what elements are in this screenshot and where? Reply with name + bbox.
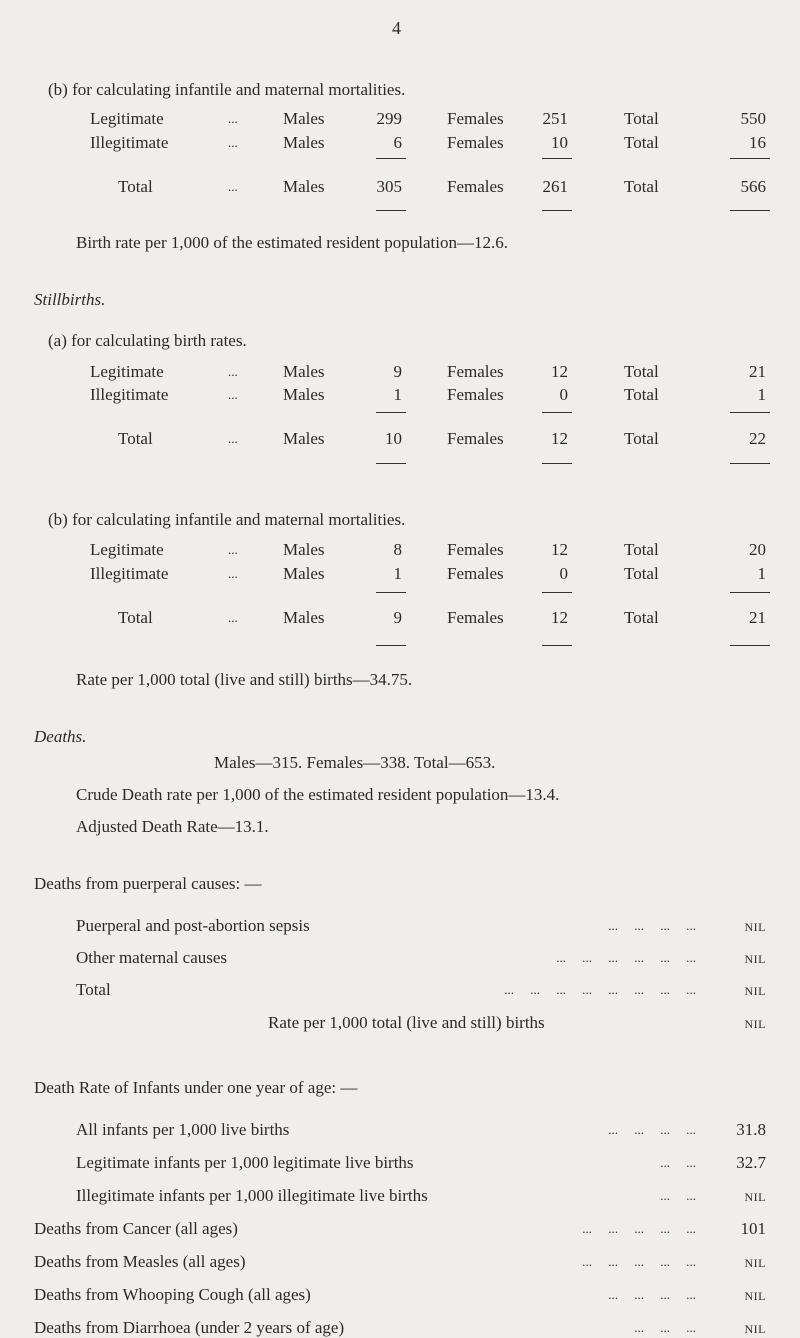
column-rule <box>542 158 572 159</box>
list-item-value: nil <box>744 948 766 967</box>
list-item-value: 31.8 <box>736 1120 766 1139</box>
cell-dots: ... <box>228 431 238 446</box>
cell-t-label: Total <box>624 362 659 381</box>
cell-t-label: Total <box>624 429 659 448</box>
list-item-label: Deaths from Cancer (all ages) <box>34 1219 238 1238</box>
stillbirths-a-heading: (a) for calculating birth rates. <box>48 331 247 350</box>
live-births-b-heading: (b) for calculating infantile and maternal mortalities. <box>48 80 406 99</box>
cell-total: 1 <box>757 564 766 583</box>
cell-dots: ... <box>228 364 238 379</box>
list-item-value: nil <box>744 1186 766 1205</box>
deaths-summary: Males—315. Females—338. Total—653. <box>214 753 496 772</box>
cell-females: 12 <box>551 362 568 381</box>
cell-t-label: Total <box>624 109 659 128</box>
dot-leader: ... ... ... ... ... ... <box>556 950 696 965</box>
cell-label: Legitimate <box>90 540 164 559</box>
stillbirths-b-heading: (b) for calculating infantile and maternal mortalities. <box>48 510 406 529</box>
stillbirths-title: Stillbirths. <box>34 290 106 309</box>
cell-f-label: Females <box>447 177 504 196</box>
cell-t-label: Total <box>624 133 659 152</box>
cell-label: Total <box>118 608 153 627</box>
cell-females: 12 <box>551 608 568 627</box>
cell-f-label: Females <box>447 564 504 583</box>
dot-leader: ... ... <box>660 1155 696 1170</box>
list-item-label: Total <box>76 980 111 999</box>
cell-m-label: Males <box>283 133 325 152</box>
cell-m-label: Males <box>283 177 325 196</box>
cell-males: 9 <box>393 362 402 381</box>
list-item-value: nil <box>744 916 766 935</box>
column-rule <box>542 645 572 646</box>
cell-males: 8 <box>393 540 402 559</box>
cell-f-label: Females <box>447 385 504 404</box>
column-rule <box>376 210 406 211</box>
list-item-value: nil <box>744 1285 766 1304</box>
column-rule <box>542 463 572 464</box>
cell-females: 10 <box>551 133 568 152</box>
cell-total: 566 <box>740 177 766 196</box>
crude-death-rate: Crude Death rate per 1,000 of the estimated resident population—13.4. <box>76 785 560 804</box>
cell-t-label: Total <box>624 564 659 583</box>
puerperal-rate-value: nil <box>744 1013 766 1032</box>
list-item-label: All infants per 1,000 live births <box>76 1120 290 1139</box>
column-rule <box>730 645 770 646</box>
cell-females: 12 <box>551 540 568 559</box>
cell-females: 0 <box>559 385 568 404</box>
column-rule <box>376 592 406 593</box>
cell-dots: ... <box>228 135 238 150</box>
cell-dots: ... <box>228 542 238 557</box>
cell-t-label: Total <box>624 540 659 559</box>
list-item-value: nil <box>744 980 766 999</box>
dot-leader: ... ... ... ... ... ... ... ... <box>504 982 696 997</box>
cell-t-label: Total <box>624 385 659 404</box>
cell-m-label: Males <box>283 540 325 559</box>
cell-total: 16 <box>749 133 766 152</box>
cell-total: 20 <box>749 540 766 559</box>
cell-males: 6 <box>393 133 402 152</box>
dot-leader: ... ... ... ... ... <box>582 1254 696 1269</box>
list-item-value: 32.7 <box>736 1153 766 1172</box>
column-rule <box>730 463 770 464</box>
cell-label: Legitimate <box>90 362 164 381</box>
cell-dots: ... <box>228 387 238 402</box>
stillbirth-rate-text: Rate per 1,000 total (live and still) births—34.75. <box>76 670 413 689</box>
cell-total: 21 <box>749 608 766 627</box>
cell-f-label: Females <box>447 429 504 448</box>
cell-label: Total <box>118 429 153 448</box>
dot-leader: ... ... ... ... <box>608 918 696 933</box>
cell-total: 550 <box>740 109 766 128</box>
list-item-label: Puerperal and post-abortion sepsis <box>76 916 310 935</box>
cell-f-label: Females <box>447 540 504 559</box>
column-rule <box>542 210 572 211</box>
cell-males: 9 <box>393 608 402 627</box>
cell-males: 305 <box>376 177 402 196</box>
dot-leader: ... ... ... ... <box>608 1287 696 1302</box>
cell-males: 299 <box>376 109 402 128</box>
cell-dots: ... <box>228 566 238 581</box>
column-rule <box>376 645 406 646</box>
puerperal-rate-label: Rate per 1,000 total (live and still) births <box>268 1013 545 1032</box>
cell-label: Illegitimate <box>90 385 169 404</box>
list-item-label: Other maternal causes <box>76 948 228 967</box>
cell-females: 0 <box>559 564 568 583</box>
cell-label: Legitimate <box>90 109 164 128</box>
dot-leader: ... ... ... ... <box>608 1122 696 1137</box>
cell-m-label: Males <box>283 608 325 627</box>
page-number: 4 <box>392 18 401 38</box>
cell-total: 1 <box>757 385 766 404</box>
list-item-label: Deaths from Whooping Cough (all ages) <box>34 1285 311 1304</box>
cell-total: 22 <box>749 429 766 448</box>
column-rule <box>542 412 572 413</box>
cell-males: 1 <box>393 385 402 404</box>
deaths-title: Deaths. <box>34 727 87 746</box>
cell-label: Illegitimate <box>90 564 169 583</box>
dot-leader: ... ... ... <box>634 1320 696 1335</box>
column-rule <box>542 592 572 593</box>
cell-dots: ... <box>228 610 238 625</box>
cell-males: 1 <box>393 564 402 583</box>
cell-m-label: Males <box>283 362 325 381</box>
adjusted-death-rate: Adjusted Death Rate—13.1. <box>76 817 269 836</box>
column-rule <box>730 158 770 159</box>
cell-m-label: Males <box>283 109 325 128</box>
list-item-label: Deaths from Diarrhoea (under 2 years of age) <box>34 1318 345 1337</box>
column-rule <box>376 158 406 159</box>
list-item-label: Illegitimate infants per 1,000 illegitimate live births <box>76 1186 428 1205</box>
cell-f-label: Females <box>447 109 504 128</box>
cell-females: 261 <box>542 177 568 196</box>
infants-heading: Death Rate of Infants under one year of age: — <box>34 1078 358 1097</box>
cell-m-label: Males <box>283 385 325 404</box>
cell-m-label: Males <box>283 564 325 583</box>
puerperal-heading: Deaths from puerperal causes: — <box>34 874 262 893</box>
cell-females: 12 <box>551 429 568 448</box>
list-item-label: Legitimate infants per 1,000 legitimate live births <box>76 1153 414 1172</box>
list-item-value: nil <box>744 1318 766 1337</box>
list-item-value: 101 <box>740 1219 766 1238</box>
column-rule <box>376 412 406 413</box>
dot-leader: ... ... ... ... ... <box>582 1221 696 1236</box>
cell-females: 251 <box>542 109 568 128</box>
cell-label: Illegitimate <box>90 133 169 152</box>
cell-dots: ... <box>228 111 238 126</box>
cell-m-label: Males <box>283 429 325 448</box>
column-rule <box>730 412 770 413</box>
cell-t-label: Total <box>624 177 659 196</box>
cell-t-label: Total <box>624 608 659 627</box>
cell-f-label: Females <box>447 133 504 152</box>
column-rule <box>376 463 406 464</box>
column-rule <box>730 210 770 211</box>
list-item-value: nil <box>744 1252 766 1271</box>
cell-dots: ... <box>228 179 238 194</box>
birth-rate-text: Birth rate per 1,000 of the estimated resident population—12.6. <box>76 233 508 252</box>
cell-label: Total <box>118 177 153 196</box>
column-rule <box>730 592 770 593</box>
cell-f-label: Females <box>447 608 504 627</box>
cell-f-label: Females <box>447 362 504 381</box>
list-item-label: Deaths from Measles (all ages) <box>34 1252 246 1271</box>
cell-males: 10 <box>385 429 402 448</box>
cell-total: 21 <box>749 362 766 381</box>
dot-leader: ... ... <box>660 1188 696 1203</box>
